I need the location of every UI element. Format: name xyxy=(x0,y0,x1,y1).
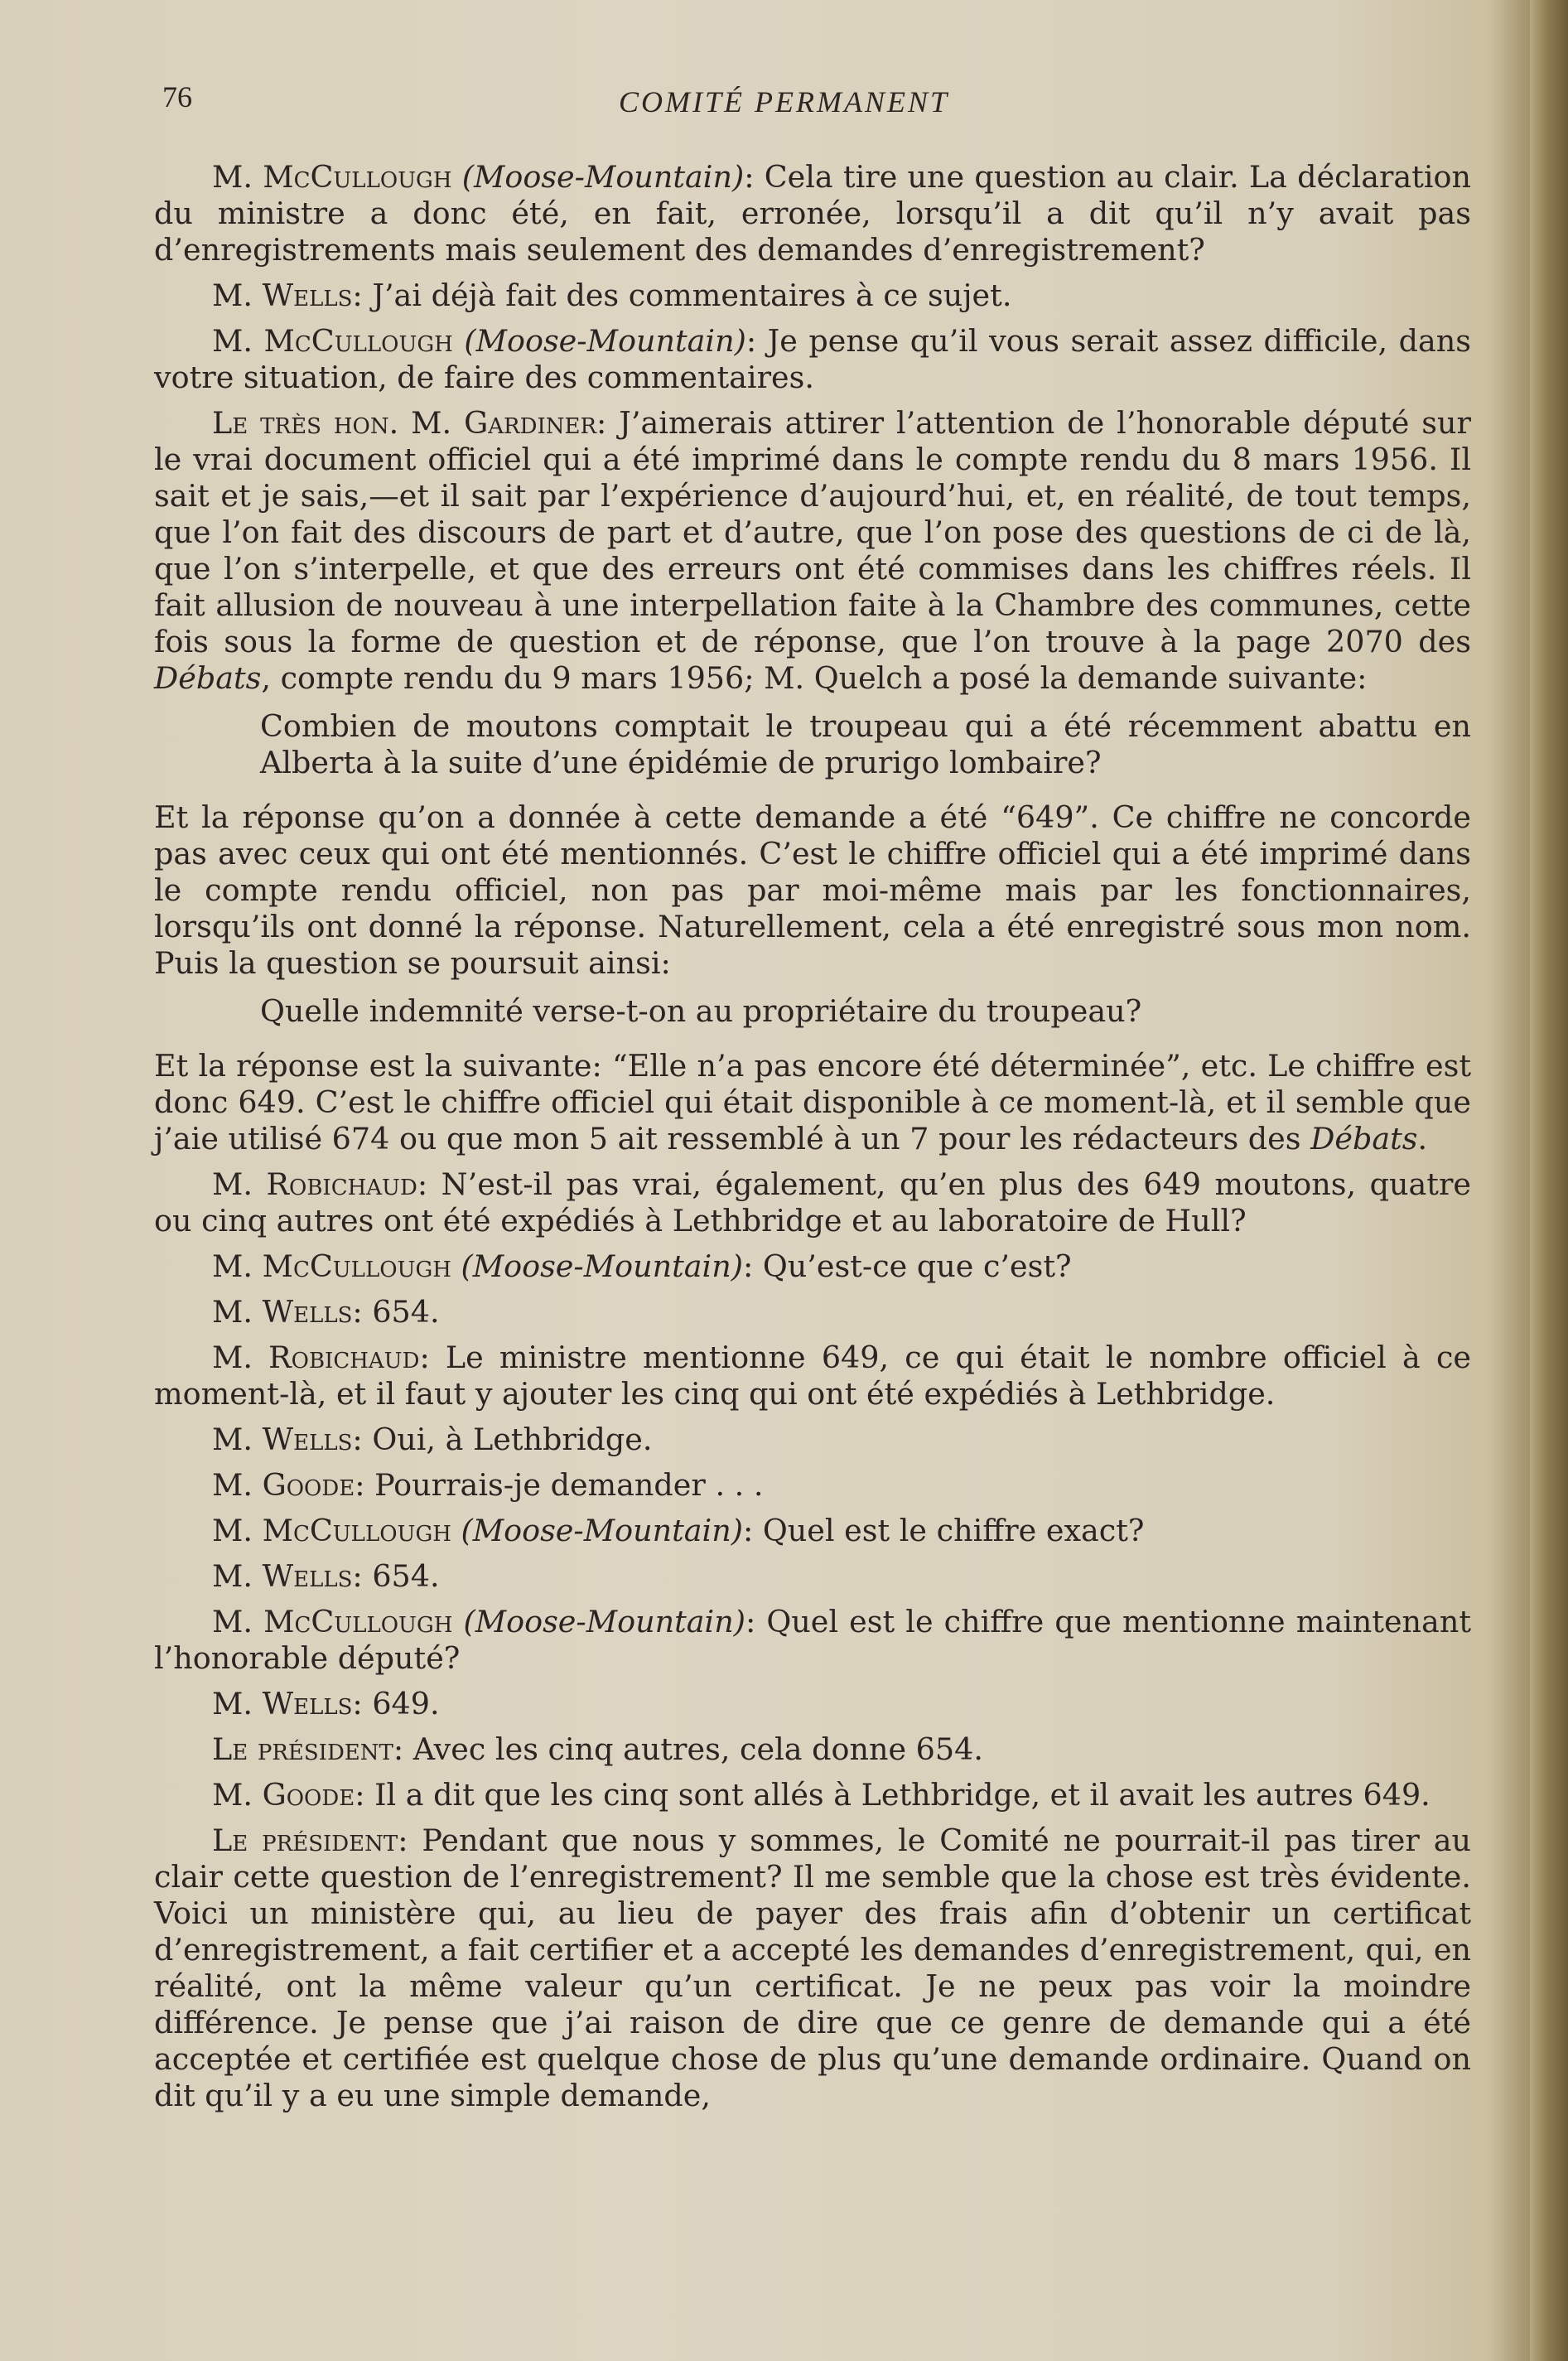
speech-text: : Cela tire une question au clair. La déclaration du ministre a donc été, en fait, erronée, lorsqu’il a dit qu’il n’y avait pas d’enregistrements mais seulement des demandes d’enregistrement? xyxy=(154,159,1471,268)
speech-paragraph xyxy=(154,1422,1471,1458)
speech-text: : Le ministre mentionne 649, ce qui était le nombre officiel à ce moment-là, et il faut y ajouter les cinq qui ont été expédiés à Lethbridge. xyxy=(154,1340,1471,1412)
speech-paragraph xyxy=(154,1248,1471,1285)
speech-paragraph xyxy=(154,405,1471,697)
speech-text: : 654. xyxy=(352,1294,440,1330)
speech-paragraph xyxy=(154,323,1471,396)
speech-text: : Pendant que nous y sommes, le Comité ne pourrait-il pas tirer au clair cette question de l’enregistrement? Il me semble que la chose est très évidente. Voici un ministère qui, au lieu de payer des frais afin d’obtenir un certificat d’enregistrement, a fait certifier et a accepté les demandes d’enregistrement, qui, en réalité, ont la même valeur qu’un certificat. Je ne peux pas voir la moindre différence. Je pense que j’ai raison de dire que ce genre de demande qui a été acceptée et certifiée est quelque chose de plus qu’une demande ordinaire. Quand on dit qu’il y a eu une simple demande, xyxy=(154,1823,1471,2113)
speaker-riding: (Moose-Mountain) xyxy=(464,323,746,359)
speaker-name: M. McCullough xyxy=(212,1604,453,1639)
speaker-name: M. Goode xyxy=(212,1777,355,1813)
speaker-name: M. McCullough xyxy=(212,1513,451,1548)
speech-text: : Quel est le chiffre que mentionne maintenant l’honorable député? xyxy=(154,1604,1471,1676)
speech-paragraph xyxy=(154,1558,1471,1595)
speaker-name: M. McCullough xyxy=(212,323,453,359)
speaker-name: M. Robichaud xyxy=(212,1340,420,1375)
speech-text: : Pourrais-je demander . . . xyxy=(355,1467,764,1503)
speaker-name: M. Wells xyxy=(212,1294,353,1330)
speech-text: : N’est-il pas vrai, également, qu’en plus des 649 moutons, quatre ou cinq autres ont été expédiés à Lethbridge et au laboratoire de Hull? xyxy=(154,1166,1471,1238)
speech-text: : Avec les cinq autres, cela donne 654. xyxy=(393,1731,983,1767)
speech-text: : Il a dit que les cinq sont allés à Lethbridge, et il avait les autres 649. xyxy=(355,1777,1430,1813)
speaker-name: M. Robichaud xyxy=(212,1166,417,1202)
speech-text: : Quel est le chiffre exact? xyxy=(742,1513,1145,1548)
speaker-riding: (Moose-Mountain) xyxy=(463,1604,745,1639)
speaker-name: M. Wells xyxy=(212,1686,353,1721)
block-quote: Quelle indemnité verse-t-on au propriétaire du troupeau? xyxy=(260,993,1142,1029)
speech-paragraph xyxy=(154,1731,1471,1768)
speech-paragraph xyxy=(154,1340,1471,1412)
speech-paragraph xyxy=(154,1467,1471,1504)
block-quote: Combien de moutons comptait le troupeau qui a été récemment abattu en Alberta à la suite d’une épidémie de prurigo lombaire? xyxy=(260,708,1471,780)
speech-text: : J’aimerais attirer l’attention de l’honorable député sur le vrai document officiel qui a été imprimé dans le compte rendu du 8 mars 1956. Il sait et je sais,—et il sait par l’expérience d’aujourd’hui, et, en réalité, de tout temps, que l’on fait des discours de part et d’autre, que l’on pose des questions de ci de là, que l’on s’interpelle, et que des erreurs ont été commises dans les chiffres réels. Il fait allusion de nouveau à une interpellation faite à la Chambre des communes, cette fois sous la forme de question et de réponse, que l’on trouve à la page 2070 des Débats, compte rendu du 9 mars 1956; M. Quelch a posé la demande suivante: xyxy=(154,405,1471,696)
speaker-name: M. Goode xyxy=(212,1467,355,1503)
speaker-name: Le très hon. M. Gardiner xyxy=(212,405,597,441)
speech-paragraph xyxy=(154,1604,1471,1677)
speaker-name: M. Wells xyxy=(212,1422,353,1457)
speaker-name: Le président xyxy=(212,1731,393,1767)
speech-paragraph xyxy=(154,1823,1471,2114)
speaker-riding: (Moose-Mountain) xyxy=(461,159,745,195)
speaker-name: Le président xyxy=(212,1823,398,1858)
speaker-riding: (Moose-Mountain) xyxy=(461,1513,743,1548)
speech-paragraph xyxy=(154,1686,1471,1722)
speaker-riding: (Moose-Mountain) xyxy=(461,1248,743,1284)
speaker-name: M. Wells xyxy=(212,278,353,313)
speaker-name: M. McCullough xyxy=(212,159,452,195)
speech-paragraph xyxy=(154,278,1471,314)
page-number: 76 xyxy=(162,80,192,113)
speaker-name: M. Wells xyxy=(212,1558,353,1594)
speech-text: : J’ai déjà fait des commentaires à ce sujet. xyxy=(352,278,1012,313)
paragraph-continuation: Et la réponse qu’on a donnée à cette demande a été “649”. Ce chiffre ne concorde pas avec ceux qui ont été mentionnés. C’est le chiffre officiel qui a été imprimé dans le compte rendu officiel, non pas par moi-même mais par les fonctionnaires, lorsqu’ils ont donné la réponse. Naturellement, cela a été enregistré sous mon nom. Puis la question se poursuit ainsi: xyxy=(154,799,1471,981)
speaker-name: M. McCullough xyxy=(212,1248,451,1284)
speech-text: : Je pense qu’il vous serait assez difficile, dans votre situation, de faire des commentaires. xyxy=(154,323,1472,395)
page-edge xyxy=(1530,0,1568,2361)
paragraph-continuation: Et la réponse est la suivante: “Elle n’a pas encore été déterminée”, etc. Le chiffre est donc 649. C’est le chiffre officiel qui était disponible à ce moment-là, et il semble que j’aie utilisé 674 ou que mon 5 ait ressemblé à un 7 pour les rédacteurs des Débats. xyxy=(154,1048,1471,1156)
speech-paragraph xyxy=(154,1513,1471,1549)
body-text xyxy=(154,159,1471,2123)
speech-text: : Oui, à Lethbridge. xyxy=(352,1422,653,1457)
speech-text: : 649. xyxy=(352,1686,440,1721)
speech-text: : Qu’est-ce que c’est? xyxy=(742,1248,1072,1284)
speech-paragraph xyxy=(154,159,1471,268)
speech-paragraph xyxy=(154,1294,1471,1330)
speech-text: : 654. xyxy=(352,1558,440,1594)
speech-paragraph xyxy=(154,1166,1471,1239)
running-title: COMITÉ PERMANENT xyxy=(619,85,949,118)
speech-paragraph xyxy=(154,1777,1471,1813)
